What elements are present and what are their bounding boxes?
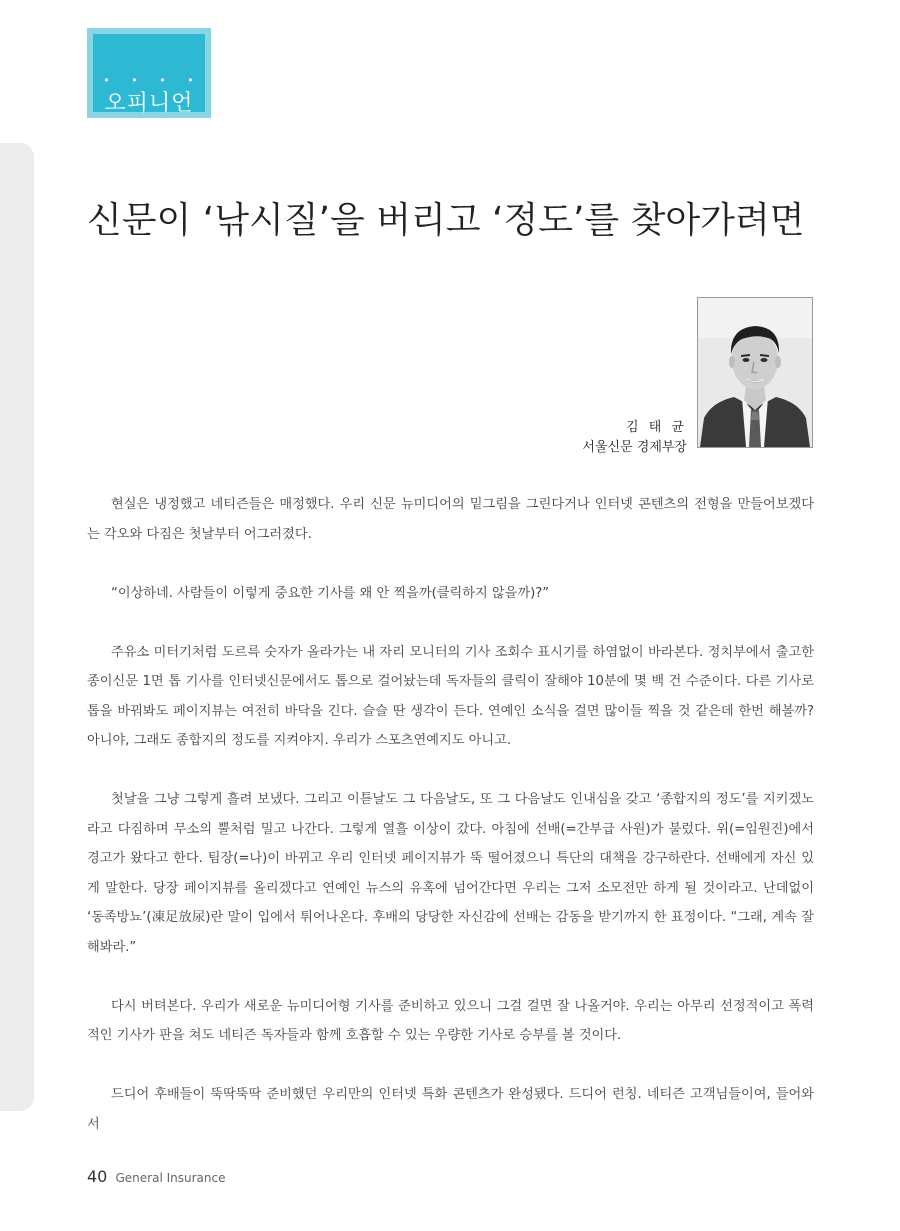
article-paragraph: 첫날을 그냥 그렇게 흘려 보냈다. 그리고 이튿날도 그 다음날도, 또 그 다음날도 인내심을 갖고 ‘종합지의 정도’를 지키겠노라고 다짐하며 무소의 뿔처럼 밀고 나간다. 그렇게 열흘 이상이 갔다. 아침에 선배(=간부급 사원)가 불렀다. 위(=임원진)에서 경고가 왔다고 한다. 팀장(=나)이 바뀌고 우리 인터넷 페이지뷰가 뚝 떨어졌으니 특단의 대책을 강구하란다. 선배에게 자신 있게 말한다. 당장 페이지뷰를 올리겠다고 연예인 뉴스의 유혹에 넘어간다면 우리는 그저 소모전만 하게 될 것이라고. 난데없이 ‘동족방뇨’(凍足放尿)란 말이 입에서 튀어나온다. 후배의 당당한 자신감에 선배는 감동을 받기까지 한 표정이다. “그래, 계속 잘해봐라.” [87,792,814,955]
article-paragraph: 드디어 후배들이 뚝딱뚝딱 준비했던 우리만의 인터넷 특화 콘텐츠가 완성됐다. 드디어 런칭. 네티즌 고객님들이여, 들어와서 [87,1087,814,1132]
page-footer [87,1167,225,1186]
category-dots: • • • • [103,74,203,87]
author-position: 서울신문 경제부장 [582,440,687,455]
category-badge-inner [93,34,205,116]
author-photo [697,297,813,448]
category-badge [87,28,211,118]
author-portrait-image [698,298,812,447]
category-label: 오피니언 [104,91,194,116]
article-paragraph: 다시 버텨본다. 우리가 새로운 뉴미디어형 기사를 준비하고 있으니 그걸 걸면 잘 나올거야. 우리는 아무리 선정적이고 폭력적인 기사가 판을 쳐도 네티즌 독자들과 함께 호흡할 수 있는 우량한 기사로 승부를 볼 것이다. [87,998,814,1043]
article-paragraph: 주유소 미터기처럼 도르륵 숫자가 올라가는 내 자리 모니터의 기사 조회수 표시기를 하염없이 바라본다. 정치부에서 출고한 종이신문 1면 톱 기사를 인터넷신문에서도 톱으로 걸어놨는데 독자들의 클릭이 잘해야 10분에 몇 백 건 수준이다. 다른 기사로 톱을 바꿔봐도 페이지뷰는 여전히 바닥을 긴다. 슬슬 딴 생각이 든다. 연예인 소식을 걸면 많이들 찍을 것 같은데 한번 해볼까? 아니야, 그래도 종합지의 정도를 지켜야지. 우리가 스포츠연예지도 아니고. [87,644,814,748]
article-paragraph: 현실은 냉정했고 네티즌들은 매정했다. 우리 신문 뉴미디어의 밑그림을 그린다거나 인터넷 콘텐츠의 전형을 만들어보겠다는 각오와 다짐은 첫날부터 어그러졌다. [87,497,814,542]
author-name: 김 태 균 [626,420,687,435]
page-side-tab [0,143,34,1111]
magazine-name: General Insurance [115,1171,226,1185]
article-body [87,490,814,1169]
page-number: 40 [87,1167,108,1186]
article-paragraph: “이상하네. 사람들이 이렇게 중요한 기사를 왜 안 찍을까(클릭하지 않을까)?” [111,585,550,601]
article-title: 신문이 ‘낚시질’을 버리고 ‘정도’를 찾아가려면 [87,200,805,241]
